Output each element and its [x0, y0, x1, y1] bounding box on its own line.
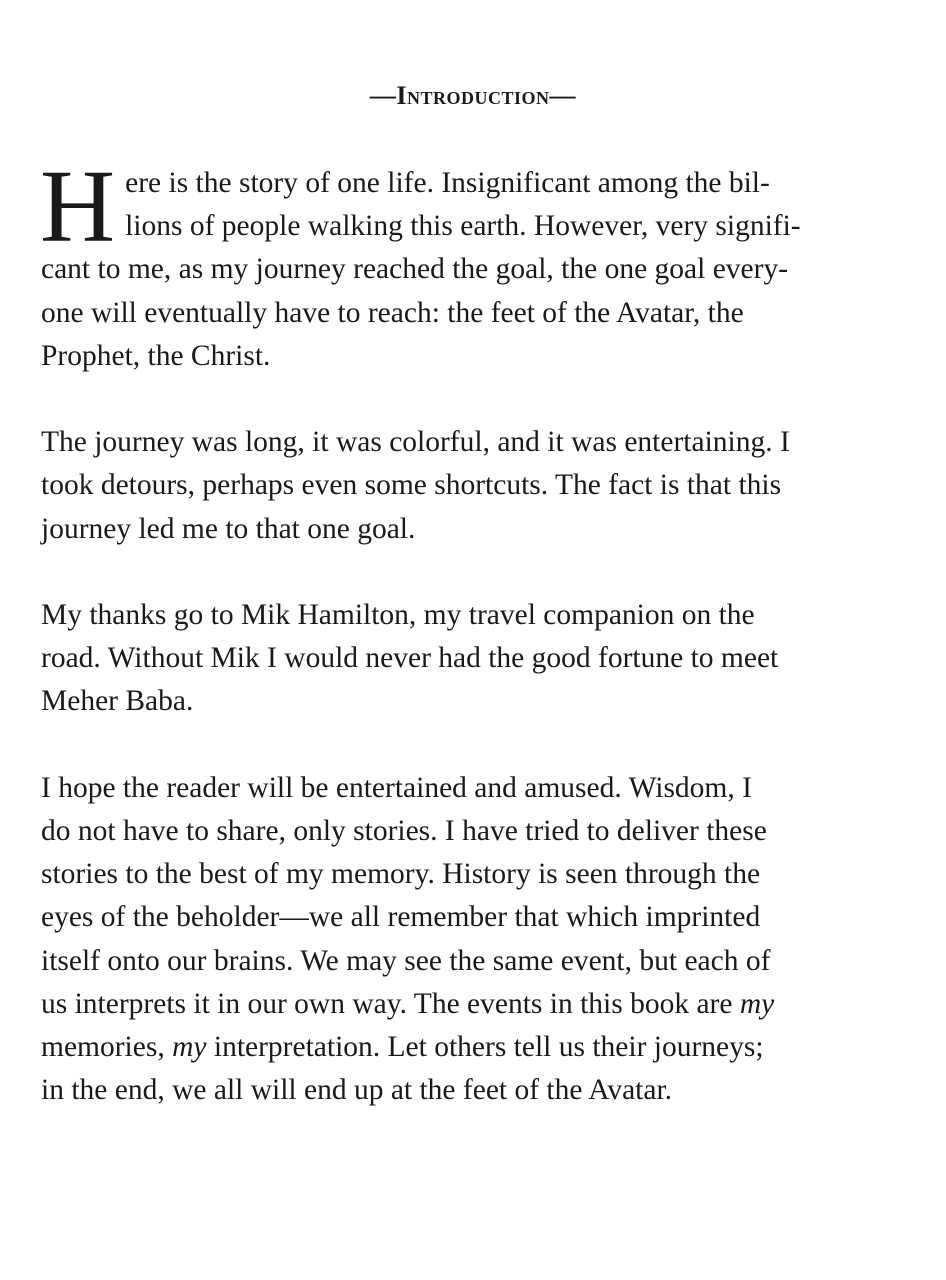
text-line: ere is the story of one life. Insignificant among the bil- [125, 167, 770, 199]
text-line [41, 1026, 881, 1069]
text-line: road. Without Mik I would never had the good fortune to meet [41, 642, 779, 675]
text-line: stories to the best of my memory. History is seen through the [41, 858, 761, 891]
text-line: Meher Baba. [41, 685, 194, 718]
text-line: My thanks go to Mik Hamilton, my travel companion on the [41, 599, 755, 631]
paragraph-3 [41, 594, 881, 724]
text-line: one will eventually have to reach: the feet of the Avatar, the [41, 296, 744, 329]
text-line: took detours, perhaps even some shortcuts. The fact is that this [41, 469, 782, 502]
text-line: journey led me to that one goal. [41, 512, 416, 545]
drop-cap: H [40, 149, 116, 264]
text-line: eyes of the beholder—we all remember that which imprinted [41, 901, 761, 934]
paragraph-2 [41, 421, 881, 551]
paragraph-4 [41, 767, 881, 1113]
body-text [40, 149, 881, 1156]
text-line: cant to me, as my journey reached the goal, the one goal every- [41, 253, 789, 286]
text-line: The journey was long, it was colorful, and it was entertaining. I [41, 426, 790, 459]
text-line: lions of people walking this earth. However, very signifi- [125, 210, 801, 243]
text-line: itself onto our brains. We may see the same event, but each of [41, 944, 771, 977]
chapter-heading: —Introduction— [369, 81, 577, 110]
paragraph-1 [40, 149, 881, 378]
text-line: I hope the reader will be entertained and amused. Wisdom, I [41, 771, 752, 804]
text-segment: interpretation. Let others tell us their journeys; [206, 1031, 764, 1064]
italic-word: my [739, 987, 775, 1020]
italic-word: my [172, 1031, 207, 1064]
text-line: Prophet, the Christ. [41, 339, 271, 372]
text-line: in the end, we all will end up at the feet of the Avatar. [41, 1074, 673, 1107]
text-line [41, 983, 881, 1026]
text-segment: us interprets it in our own way. The events in this book are [41, 987, 740, 1020]
text-segment: memories, [41, 1031, 173, 1064]
text-line: do not have to share, only stories. I have tried to deliver these [41, 815, 767, 847]
